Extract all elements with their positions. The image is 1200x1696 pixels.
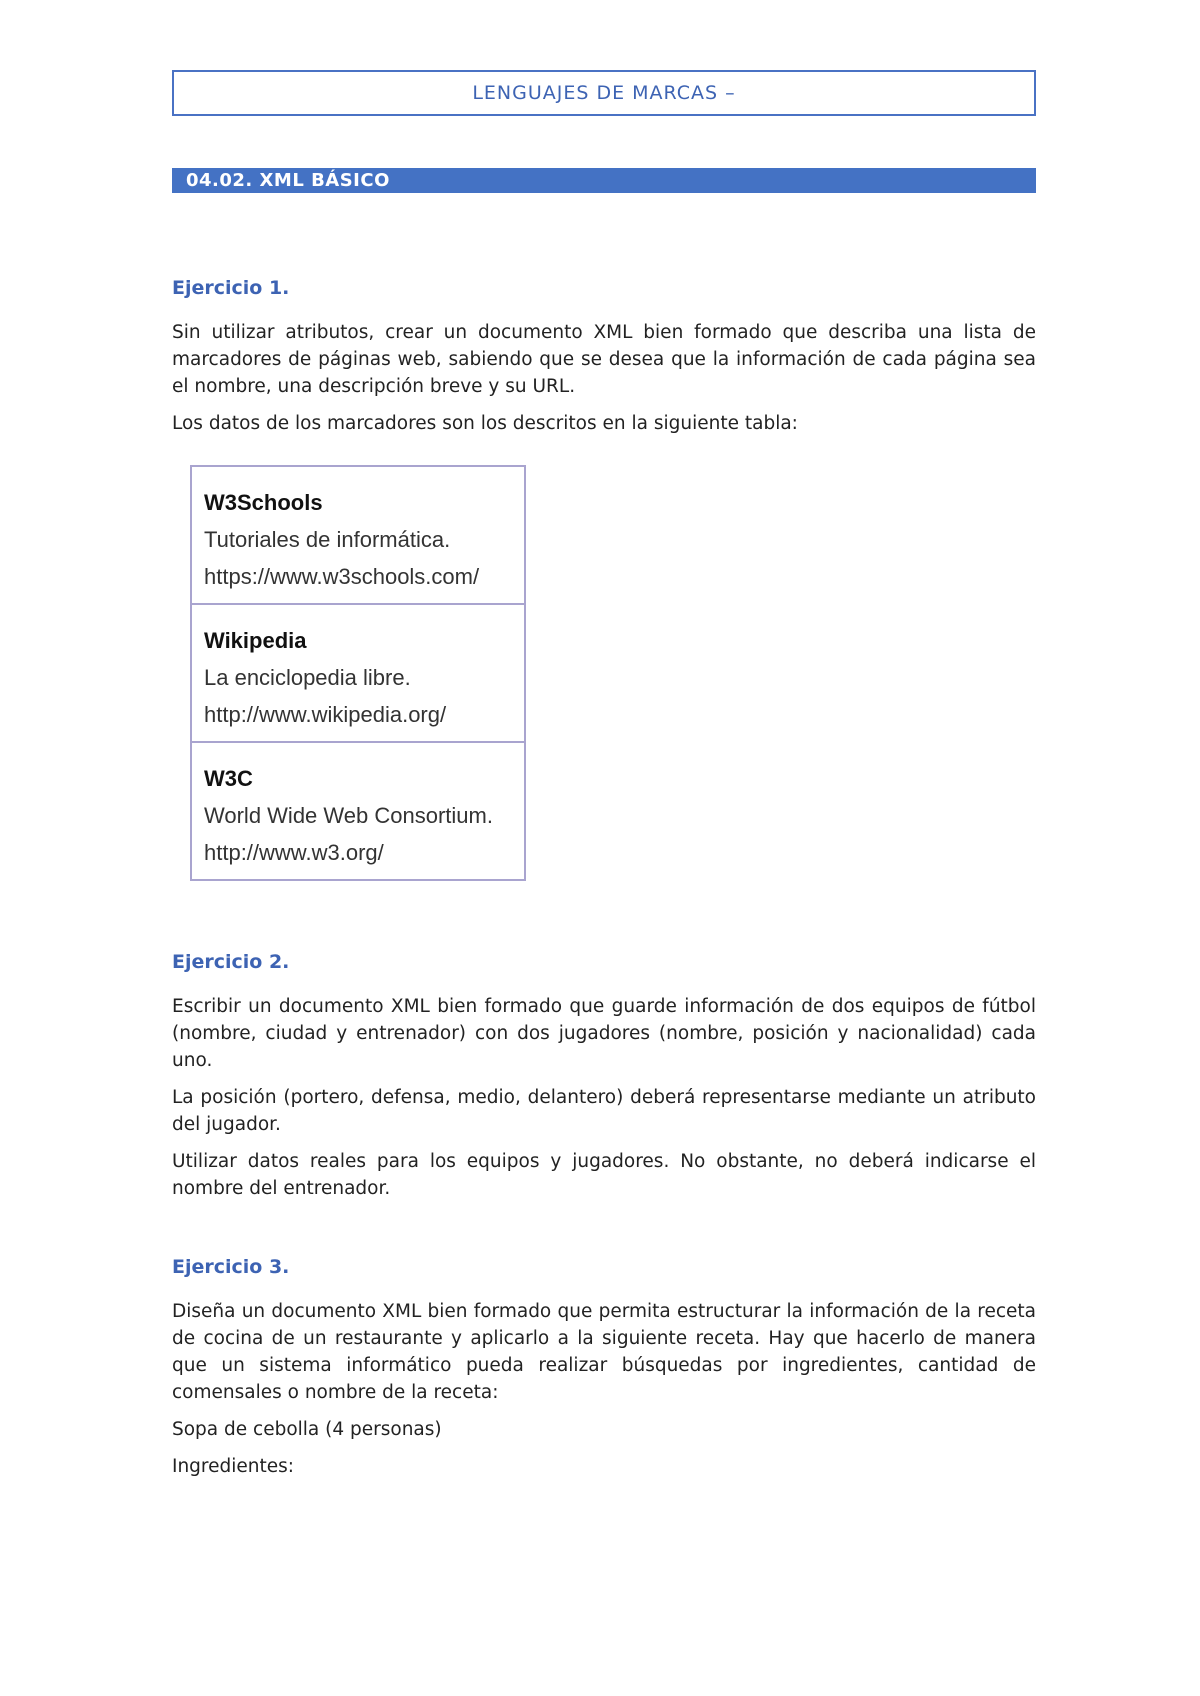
- bookmark-name: W3C: [204, 766, 253, 791]
- bookmark-name: Wikipedia: [204, 628, 307, 653]
- exercise-3-paragraph: Diseña un documento XML bien formado que permita estructurar la información de la receta de cocina de un restaurante y aplicarlo a la siguiente receta. Hay que hacerlo de manera que un sistema informático pueda realizar búsquedas por ingredientes, cantidad de comensales o nombre de la receta:: [172, 1301, 1036, 1403]
- exercise-1-title: Ejercicio 1.: [172, 277, 290, 299]
- exercise-1-paragraph: Los datos de los marcadores son los descritos en la siguiente tabla:: [172, 413, 798, 434]
- bookmark-cell: [192, 605, 524, 743]
- bookmark-description: La enciclopedia libre.: [204, 665, 411, 690]
- document-page: [172, 70, 1036, 1490]
- bookmark-name: W3Schools: [204, 490, 323, 515]
- exercise-2-paragraph: Utilizar datos reales para los equipos y jugadores. No obstante, no deberá indicarse el nombre del entrenador.: [172, 1151, 1036, 1199]
- bookmark-url: http://www.wikipedia.org/: [204, 702, 447, 727]
- exercise-3-paragraph: Sopa de cebolla (4 personas): [172, 1419, 442, 1440]
- exercise-3-title: Ejercicio 3.: [172, 1256, 290, 1278]
- exercise-2-paragraph: La posición (portero, defensa, medio, delantero) deberá representarse mediante un atributo del jugador.: [172, 1087, 1036, 1135]
- exercise-1-paragraph: Sin utilizar atributos, crear un documento XML bien formado que describa una lista de marcadores de páginas web, sabiendo que se desea que la información de cada página sea el nombre, una descripción breve y su URL.: [172, 322, 1036, 397]
- bookmark-url: https://www.w3schools.com/: [204, 564, 480, 589]
- bookmark-description: Tutoriales de informática.: [204, 527, 451, 552]
- bookmarks-table: [190, 465, 526, 881]
- exercise-2-title: Ejercicio 2.: [172, 951, 290, 973]
- section-heading: 04.02. XML BÁSICO: [172, 168, 1036, 193]
- header-title: LENGUAJES DE MARCAS –: [472, 82, 736, 104]
- bookmark-cell: [192, 743, 524, 879]
- bookmark-description: World Wide Web Consortium.: [204, 803, 493, 828]
- exercise-3-paragraph: Ingredientes:: [172, 1456, 295, 1477]
- page-header: [172, 70, 1036, 116]
- bookmark-cell: [192, 467, 524, 605]
- bookmark-url: http://www.w3.org/: [204, 840, 384, 865]
- exercise-2-paragraph: Escribir un documento XML bien formado que guarde información de dos equipos de fútbol (nombre, ciudad y entrenador) con dos jugadores (nombre, posición y nacionalidad) cada uno.: [172, 996, 1036, 1071]
